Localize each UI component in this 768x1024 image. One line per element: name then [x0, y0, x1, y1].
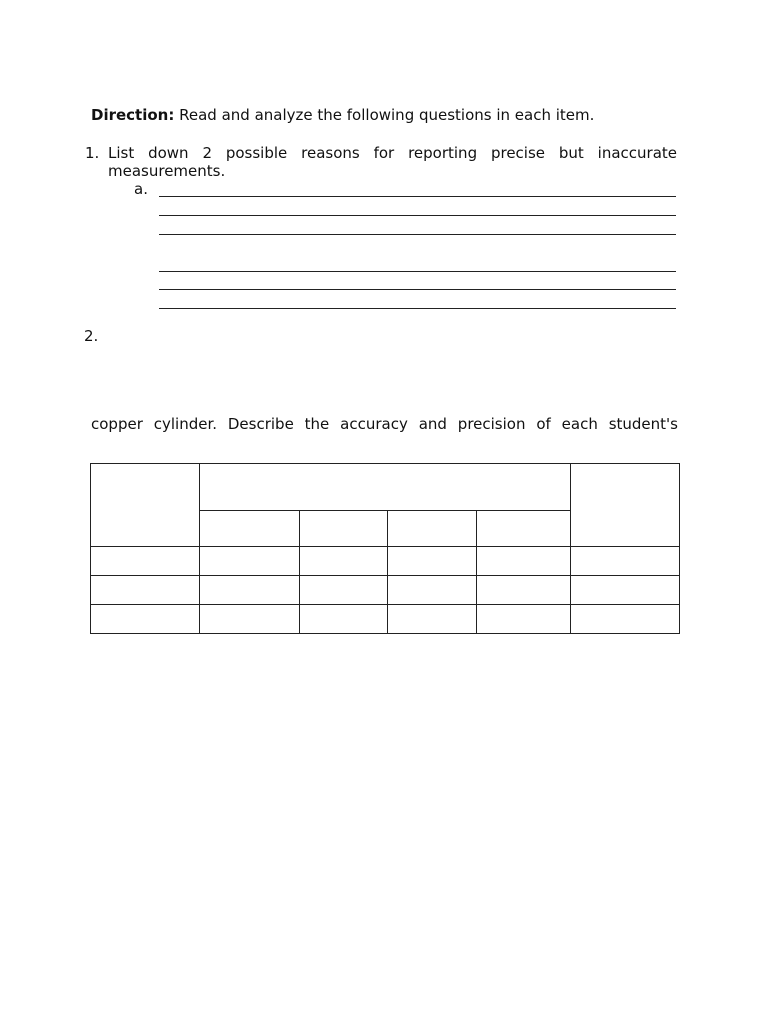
question-2-number: 2. [84, 327, 99, 345]
table-subheader-cell [477, 511, 571, 547]
question-1-text: List down 2 possible reasons for reporting precise but inaccurate [108, 144, 677, 162]
table-cell[interactable] [571, 576, 680, 605]
direction-line [91, 106, 594, 124]
table-cell[interactable] [300, 547, 388, 576]
table-cell[interactable] [388, 605, 477, 634]
table-header-cell [91, 464, 200, 547]
table-cell[interactable] [477, 547, 571, 576]
table-cell[interactable] [91, 547, 200, 576]
table-cell[interactable] [300, 605, 388, 634]
answer-line[interactable] [159, 234, 676, 235]
direction-label: Direction: [91, 106, 175, 124]
answer-line[interactable] [159, 289, 676, 290]
answer-line[interactable] [159, 271, 676, 272]
question-2-text: copper cylinder. Describe the accuracy and precision of each student's [91, 415, 678, 433]
table-cell[interactable] [571, 605, 680, 634]
table-cell[interactable] [91, 576, 200, 605]
answer-a-label: a. [134, 180, 148, 198]
table-cell[interactable] [388, 576, 477, 605]
table-header-cell [571, 464, 680, 547]
table-cell[interactable] [200, 547, 300, 576]
table-cell[interactable] [571, 547, 680, 576]
table-cell[interactable] [388, 547, 477, 576]
table-cell[interactable] [91, 605, 200, 634]
table-cell[interactable] [300, 576, 388, 605]
table-row [91, 605, 680, 634]
table-cell[interactable] [200, 605, 300, 634]
table-subheader-cell [300, 511, 388, 547]
answer-line[interactable] [159, 196, 676, 197]
table-header-cell [200, 464, 571, 511]
table-row [91, 576, 680, 605]
question-1-text-continued: measurements. [108, 162, 226, 180]
answer-line[interactable] [159, 215, 676, 216]
table-cell[interactable] [477, 605, 571, 634]
table-cell[interactable] [200, 576, 300, 605]
measurement-table [90, 463, 680, 634]
question-1-number: 1. [85, 144, 100, 162]
table-row [91, 547, 680, 576]
direction-text: Read and analyze the following questions in each item. [179, 106, 595, 124]
table-subheader-cell [200, 511, 300, 547]
table-subheader-cell [388, 511, 477, 547]
table-cell[interactable] [477, 576, 571, 605]
answer-line[interactable] [159, 308, 676, 309]
